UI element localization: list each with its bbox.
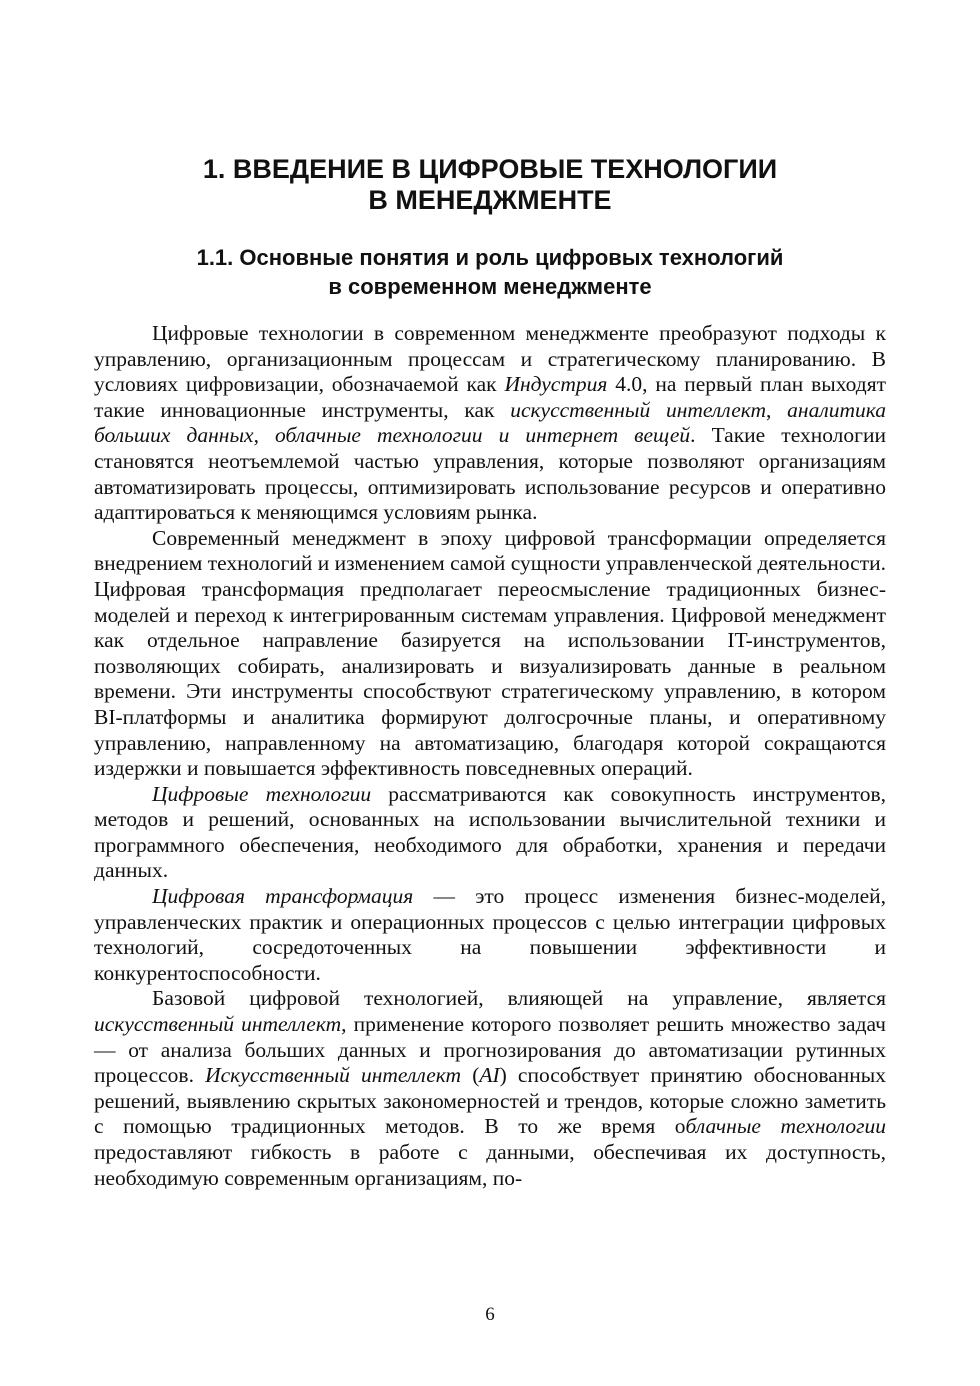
- p4-text-1: — это процесс изменения бизнес-моделей, управленческих практик и операционных процессов с целью интеграции цифровых технологий, сосредоточенных на повышении эффективности и конкурентоспособности.: [94, 884, 886, 985]
- p5-text-2: , применение которого позволяет решить множество задач — от анализа больших данных и прогнозирования до автоматизации рутинных процессов.: [94, 1012, 886, 1088]
- p5-italic-3: AI: [479, 1063, 500, 1088]
- p5-text-4: ) способствует принятию обоснованных решений, выявлению скрытых закономерностей и трендов, которые сложно заметить с помощью традиционных методов. В то же время о: [94, 1063, 886, 1139]
- p1-text-5: . Такие технологии становятся неотъемлемой частью управления, которые позволяют организациям автоматизировать процессы, оптимизировать использование ресурсов и оперативно адаптироваться к меняющимся условиям рынка.: [94, 423, 886, 525]
- p1-italic-3: аналитика больших данных: [94, 397, 886, 448]
- p5-text-1: Базовой цифровой технологией, влияющей на управление, является: [152, 986, 886, 1011]
- p1-italic-4: облачные технологии и интернет вещей: [275, 423, 691, 448]
- paragraph-1: [94, 321, 886, 526]
- p3-text-1: рассматриваются как совокупность инструментов, методов и решений, основанных на использовании вычислительной техники и программного обеспечения, необходимого для обработки, хранения и передачи данных.: [94, 781, 886, 883]
- section-title-line-1: 1.1. Основные понятия и роль цифровых технологий: [196, 245, 784, 270]
- page-number: 6: [485, 1304, 495, 1325]
- p5-text-5: предоставляют гибкость в работе с данными, обеспечивая их доступность, необходимую современным организациям, по-: [94, 1140, 886, 1190]
- p5-italic-4: блачные технологии: [685, 1114, 886, 1139]
- paragraph-5: [94, 986, 886, 1191]
- p1-text-2: 4.0, на первый план выходят такие инновационные инструменты, как: [94, 372, 886, 422]
- p1-text-1: Цифровые технологии в современном менеджменте преобразуют подходы к управлению, организационным процессам и стратегическому планированию. В условиях цифровизации, обозначаемой как: [94, 321, 886, 397]
- p2-text-1: Современный менеджмент в эпоху цифровой трансформации определяется внедрением технологий и изменением самой сущности управленческой деятельности. Цифровая трансформация предполагает переосмысление традиционных бизнес-моделей и переход к интегрированным системам управления. Цифровой менеджмент как отдельное направление базируется на использовании IT-инструментов, позволяющих собирать, анализировать и визуализировать данные в реальном времени. Эти инструменты способствуют стратегическому управлению, в котором BI-платформы и аналитика формируют долгосрочные планы, и оперативному управлению, направленному на автоматизацию, благодаря которой сокращаются издержки и повышается эффективность повседневных операций.: [94, 525, 886, 781]
- chapter-title: [94, 154, 886, 216]
- p5-text-3: (: [461, 1063, 480, 1088]
- section-title: [94, 243, 886, 301]
- p5-italic-1: искусственный интеллект: [94, 1012, 342, 1037]
- p5-italic-2: Искусственный интеллект: [205, 1063, 462, 1088]
- p1-text-3: ,: [766, 397, 788, 422]
- paragraph-4: [94, 884, 886, 986]
- p1-text-4: ,: [253, 423, 276, 448]
- p1-italic-2: искусственный интеллект: [510, 397, 767, 422]
- paragraph-3: [94, 782, 886, 884]
- p3-italic-1: Цифровые технологии: [152, 781, 372, 806]
- body-text: [94, 321, 886, 1191]
- section-title-line-2: в современном менеджменте: [328, 274, 652, 299]
- p1-italic-1: Индустрия: [504, 372, 608, 397]
- p4-italic-1: Цифровая трансформация: [152, 884, 414, 909]
- paragraph-2: [94, 526, 886, 782]
- chapter-title-line-2: В МЕНЕДЖМЕНТЕ: [368, 185, 612, 215]
- chapter-title-line-1: 1. ВВЕДЕНИЕ В ЦИФРОВЫЕ ТЕХНОЛОГИИ: [202, 154, 778, 184]
